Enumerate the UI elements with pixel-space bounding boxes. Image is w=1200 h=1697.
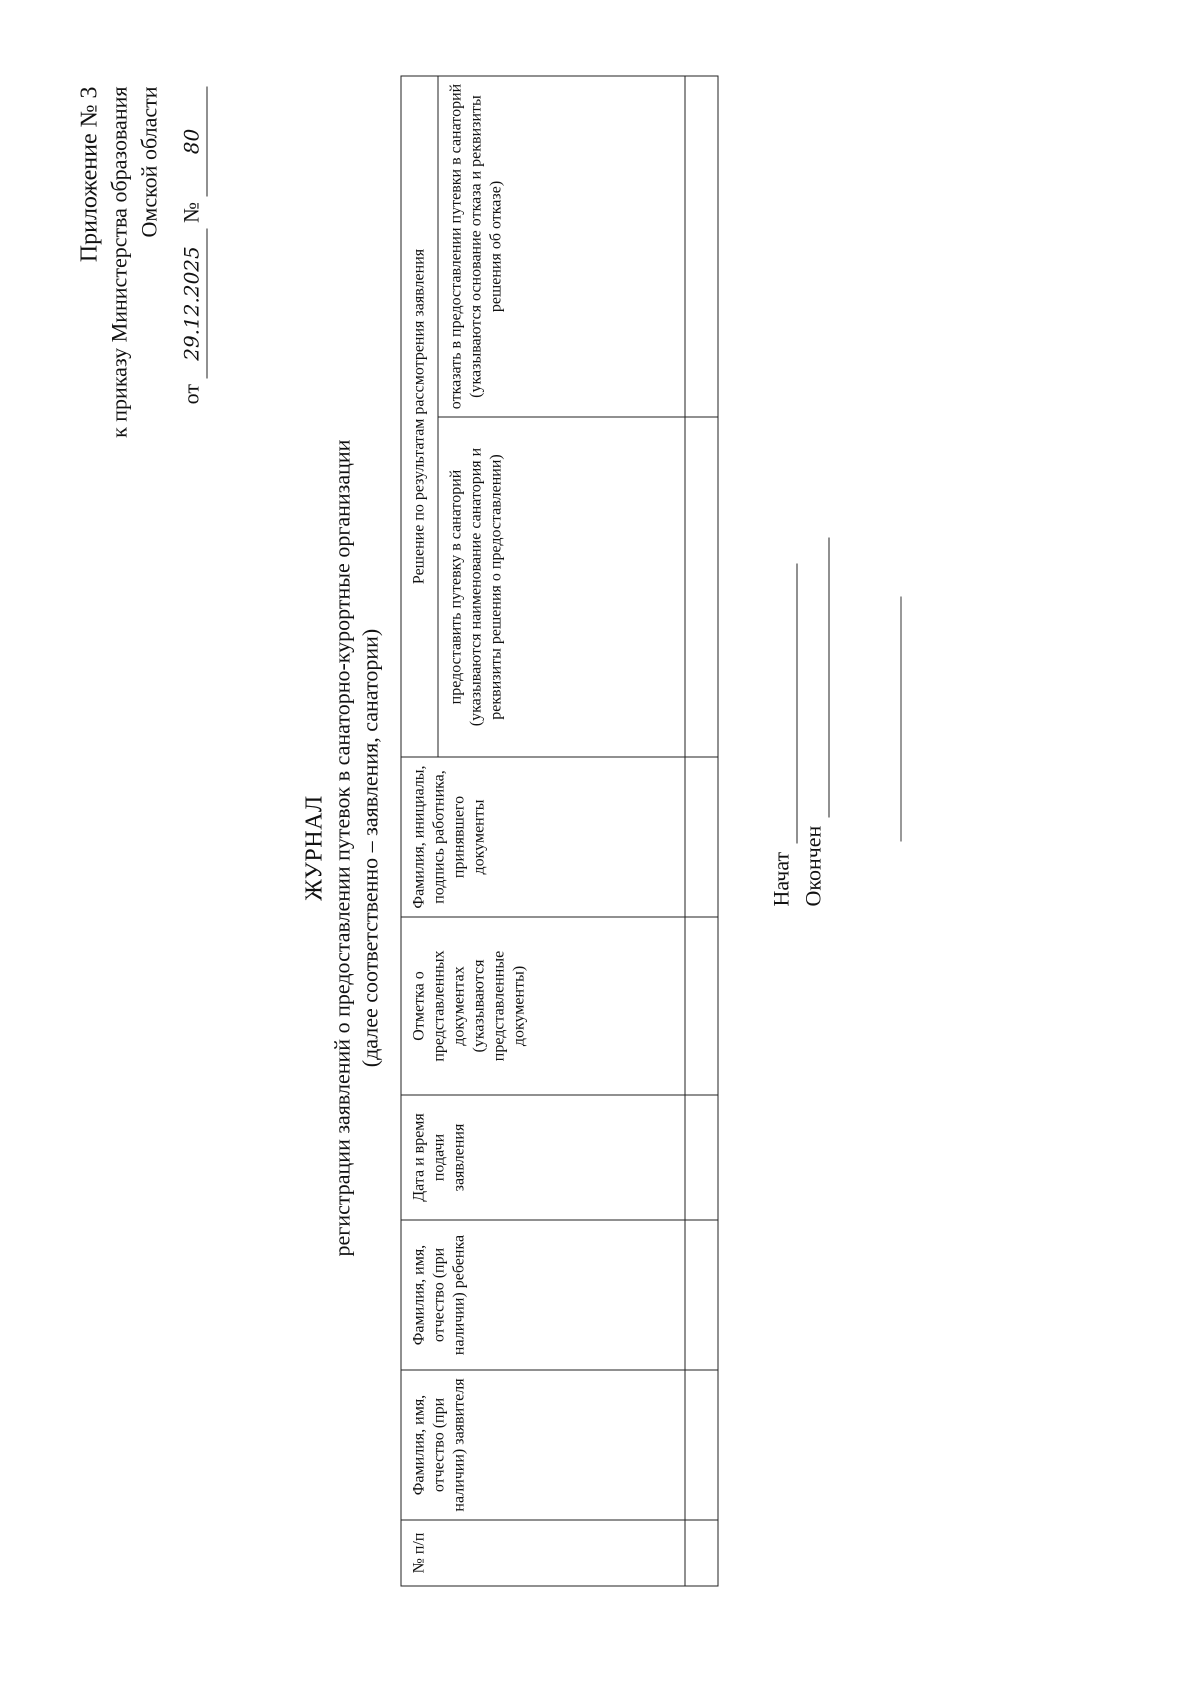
appendix-number: Приложение № 3 xyxy=(76,86,102,263)
header-grant: предоставить путевку в санаторий (указываются наименование санатория и реквизиты решения о предоставлении) xyxy=(438,417,685,757)
table-cell xyxy=(685,76,718,417)
table-cell xyxy=(685,1220,718,1370)
title-main: ЖУРНАЛ xyxy=(301,795,327,901)
header-refuse: отказать в предоставлении путевки в санаторий (указываются основание отказа и реквизиты решения об отказе) xyxy=(438,76,685,417)
started-line xyxy=(774,564,797,844)
table-cell xyxy=(685,417,718,757)
table-cell xyxy=(685,1095,718,1220)
header-decision: Решение по результатам рассмотрения заявления xyxy=(401,76,438,757)
order-number: 80 xyxy=(176,87,207,197)
finished-row xyxy=(797,547,829,907)
header-employee: Фамилия, инициалы, подпись работника, принявшего документы xyxy=(401,757,685,917)
header-num: № п/п xyxy=(401,1520,685,1586)
table-cell xyxy=(685,1370,718,1520)
table-row xyxy=(685,76,718,1586)
finished-line xyxy=(806,538,829,818)
title-subtitle: регистрации заявлений о предоставлении путевок в санаторно-курортные организации xyxy=(329,439,354,1257)
table-cell xyxy=(685,757,718,917)
order-reference: к приказу Министерства образования xyxy=(106,86,131,438)
signoff-block xyxy=(765,547,829,907)
header-child: Фамилия, имя, отчество (при наличии) ребенка xyxy=(401,1220,685,1370)
header-applicant: Фамилия, имя, отчество (при наличии) заявителя xyxy=(401,1370,685,1520)
header-row xyxy=(401,76,438,1586)
number-label: № xyxy=(178,202,203,223)
title-note: (далее соответственно – заявления, санатории) xyxy=(357,628,382,1068)
started-row xyxy=(765,547,797,907)
order-date-number xyxy=(176,87,207,487)
order-date: 29.12.2025 xyxy=(176,229,207,379)
journal-table xyxy=(400,75,718,1586)
finished-label: Окончен xyxy=(800,825,825,907)
table-cell xyxy=(685,1520,718,1586)
table-cell xyxy=(685,917,718,1095)
region-name: Омской области xyxy=(136,86,161,238)
approval-block xyxy=(74,87,207,487)
header-datetime: Дата и время подачи заявления xyxy=(401,1095,685,1220)
from-label: от xyxy=(178,384,203,405)
header-documents: Отметка о представленных документах (указываются представленные документы) xyxy=(401,917,685,1095)
started-label: Начат xyxy=(768,851,793,907)
separator-line xyxy=(900,597,901,842)
journal-title xyxy=(300,60,384,1637)
